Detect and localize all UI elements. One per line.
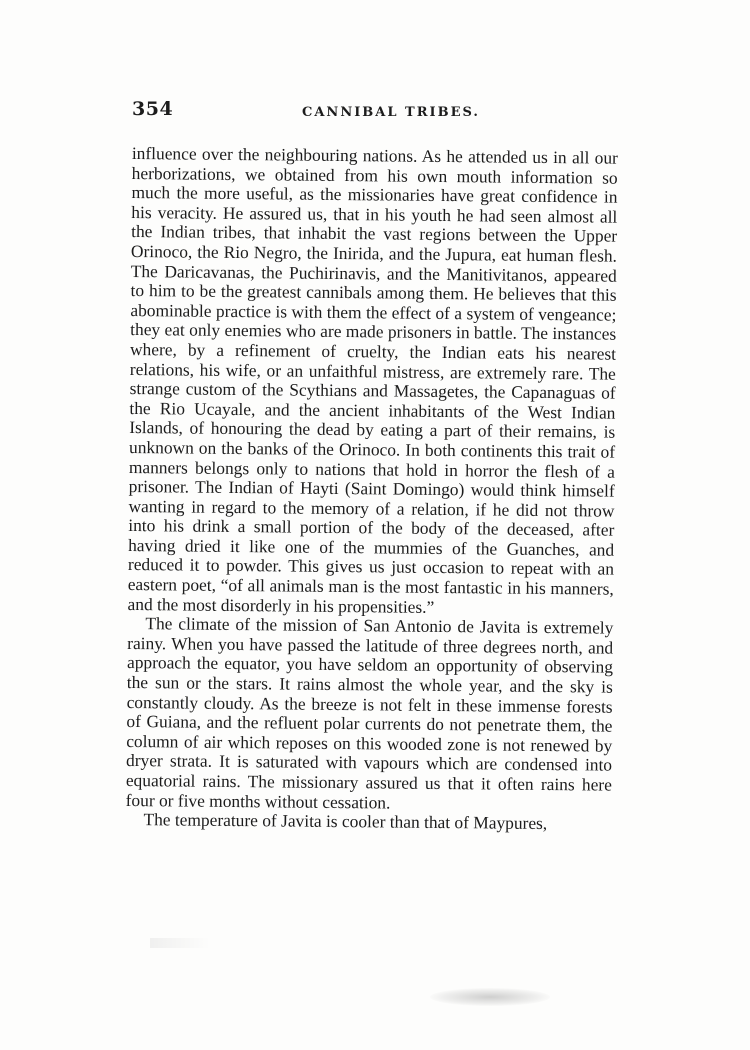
page-smudge bbox=[430, 988, 550, 1006]
faint-bleed-mark bbox=[150, 938, 210, 948]
paragraph-continued: influence over the neighbouring nations. As he attended us in all our herborizations, we obtained from his own mouth information so much the more useful, as the missionaries have great confidence in his veracity. He assured us, that in his youth he had seen almost all the Indian tribes, that inhabit the vast regions between the Upper Orinoco, the Rio Negro, the Inirida, and the Jupura, eat human flesh. The Daricavanas, the Puchirinavis, and the Manitivitanos, appeared to him to be the greatest cannibals among them. He believes that this abominable practice is with them the effect of a system of vengeance; they eat only enemies who are made prisoners in battle. The instances where, by a refinement of cruelty, the Indian eats his nearest relations, his wife, or an unfaithful mistress, are extremely rare. The strange custom of the Scythians and Massagetes, the Capanaguas of the Rio Ucayale, and the ancient inhabitants of the West Indian Islands, of honouring the dead by eating a part of their remains, is unknown on the banks of the Orinoco. In both continents this trait of manners belongs only to nations that hold in horror the flesh of a prisoner. The Indian of Hayti (Saint Domingo) would think himself wanting in regard to the memory of a relation, if he did not throw into his drink a small portion of the body of the deceased, after having dried it like one of the mummies of the Guanches, and reduced it to powder. This gives us just occasion to repeat with an eastern poet, “of all animals man is the most fantastic in his manners, and the most disorderly in his propensities.” bbox=[127, 143, 618, 617]
running-head: CANNIBAL TRIBES. bbox=[302, 105, 480, 120]
page-header bbox=[132, 98, 622, 128]
page-number: 354 bbox=[132, 98, 174, 120]
body-text bbox=[125, 144, 618, 834]
paragraph-climate: The climate of the mission of San Antonio de Javita is extremely rainy. When you have passed the latitude of three degrees north, and approach the equator, you have seldom an opportunity of observing the sun or the stars. It rains almost the whole year, and the sky is constantly cloudy. As the breeze is not felt in these immense forests of Guiana, and the refluent polar currents do not penetrate them, the column of air which reposes on this wooded zone is not renewed by dryer strata. It is saturated with vapours which are condensed into equatorial rains. The missionary assured us that it often rains here four or five months without cessation. bbox=[125, 613, 614, 813]
paragraph-temperature: The temperature of Javita is cooler than that of Maypures, bbox=[143, 809, 548, 834]
